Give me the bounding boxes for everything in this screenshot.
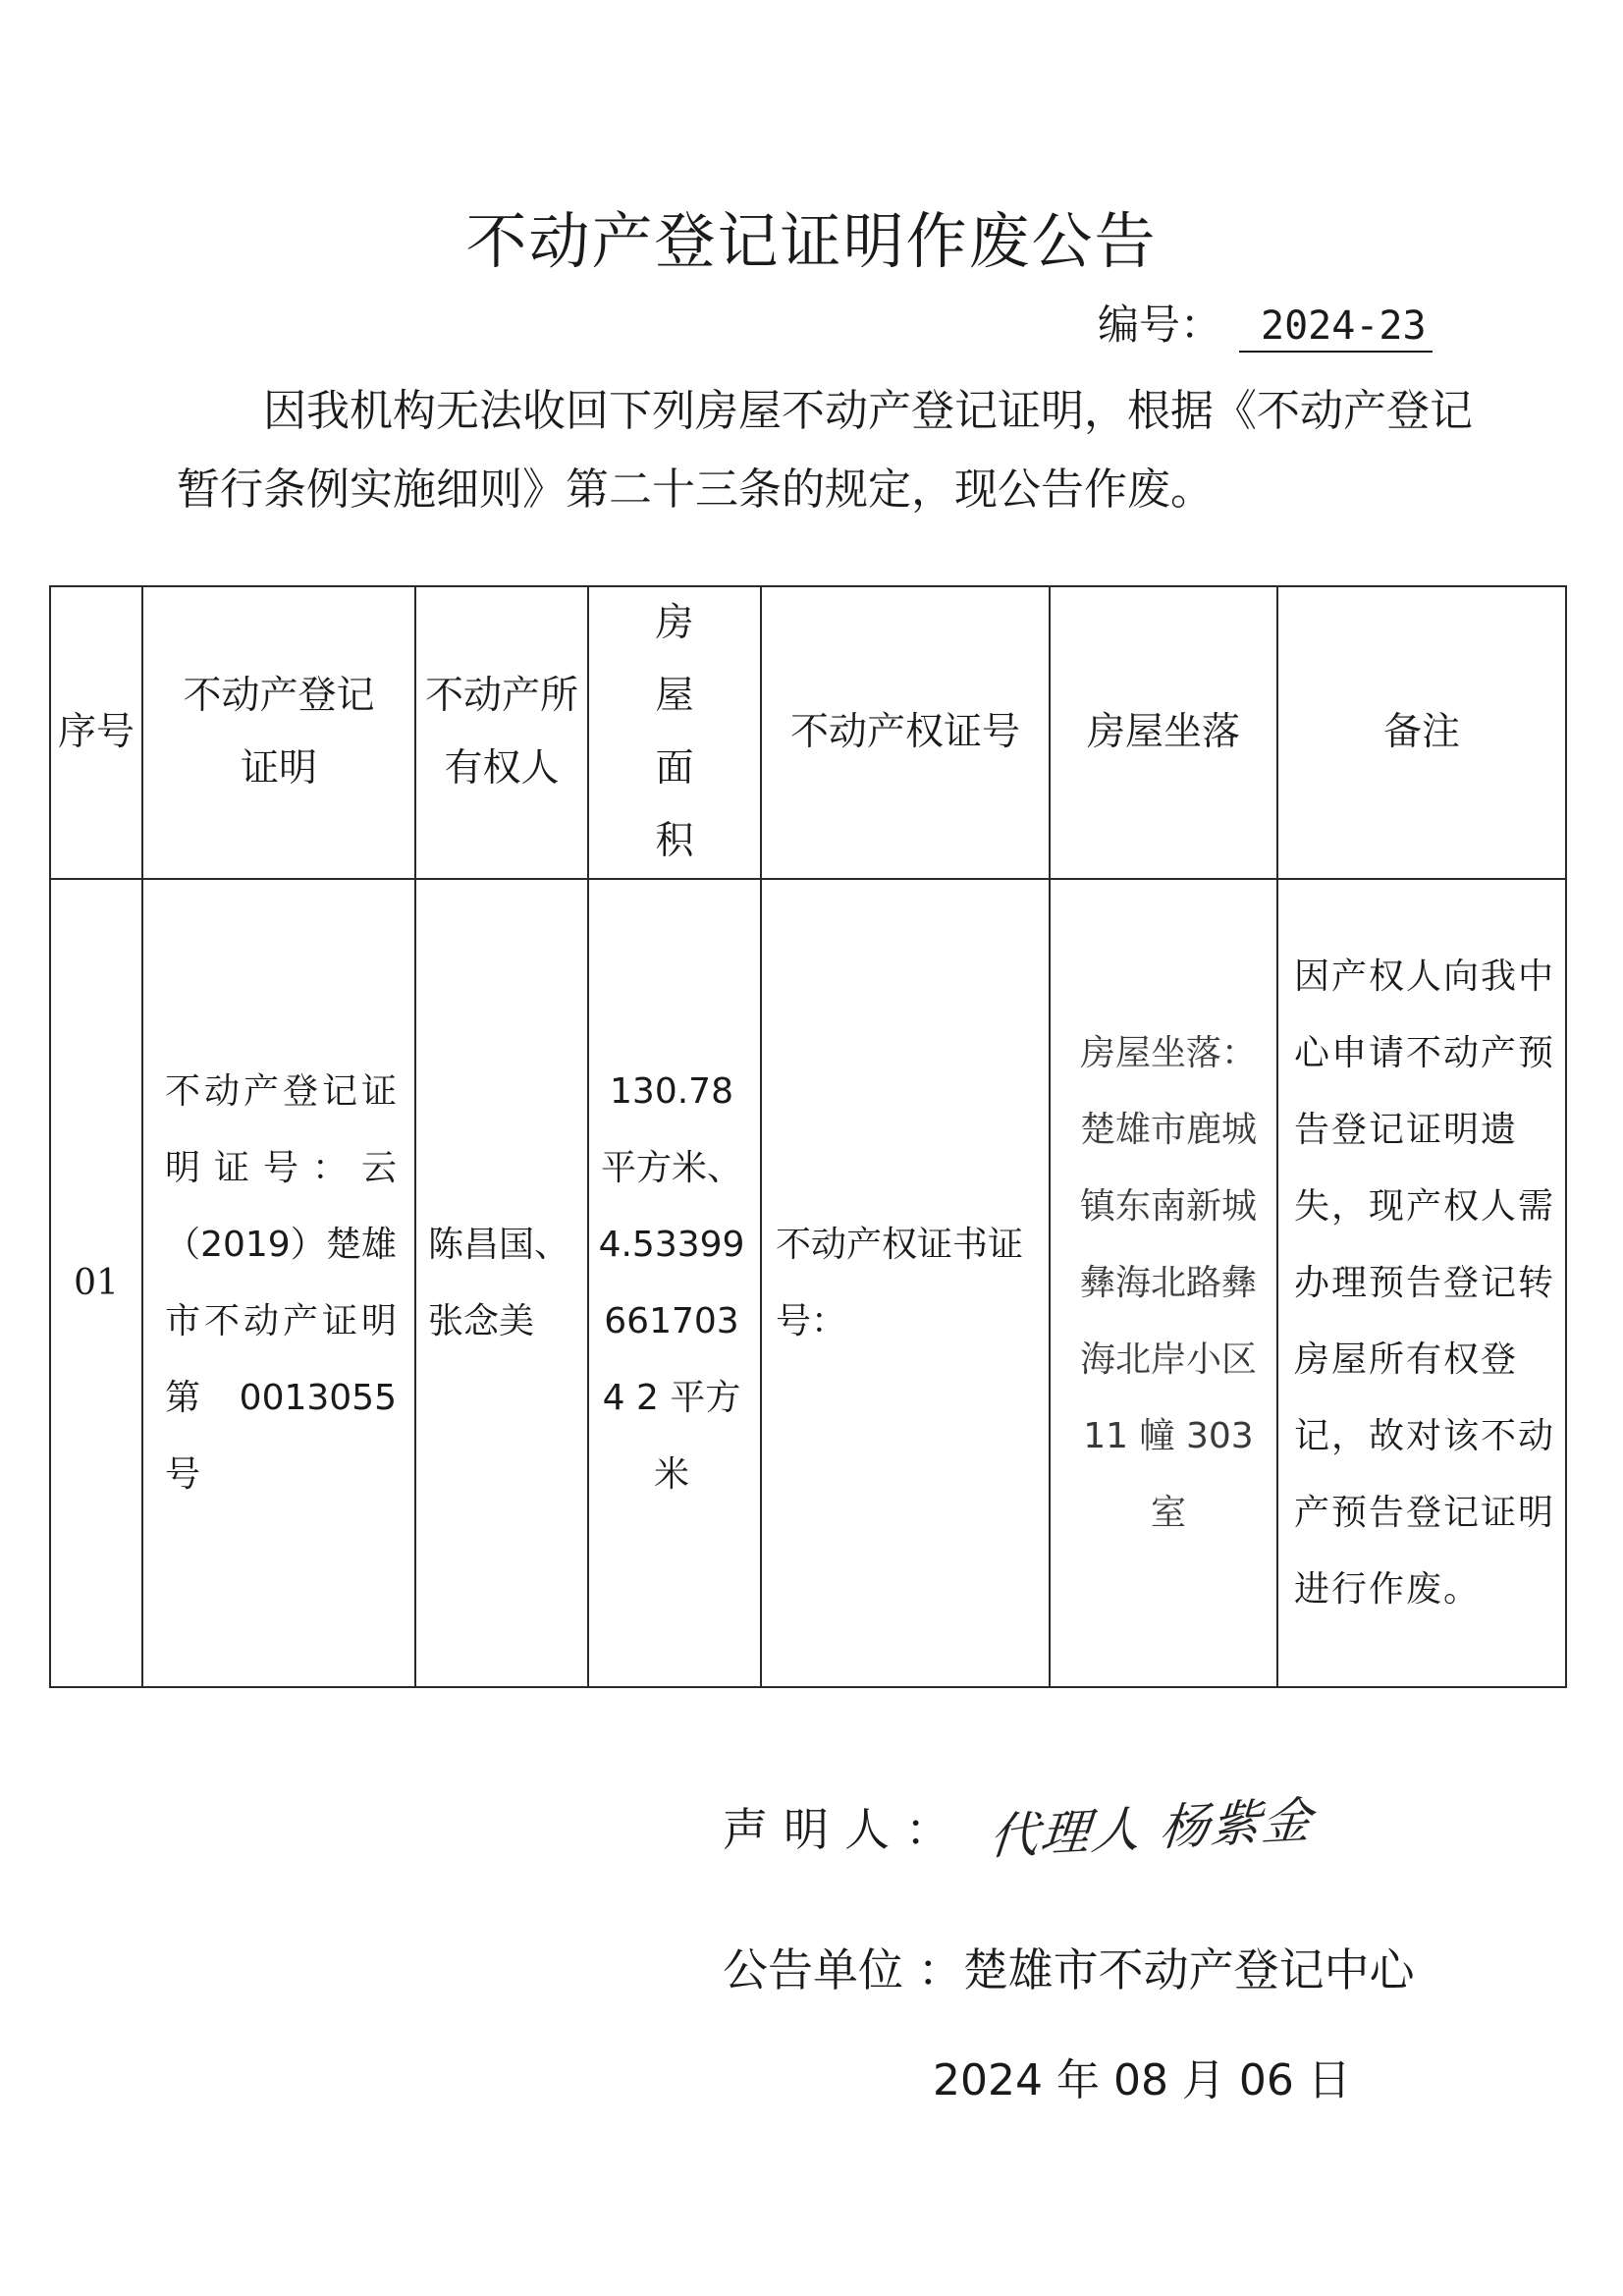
document-number-label: 编号： xyxy=(1098,301,1222,349)
cell-certificate: 不动产登记证明证号：云（2019）楚雄市不动产证明第 0013055 号 xyxy=(142,879,415,1687)
declarant-line xyxy=(723,1789,1316,1866)
document-number-value: 2024-23 xyxy=(1239,303,1433,353)
handwritten-signature: 代理人 杨紫金 xyxy=(987,1791,1316,1866)
header-owner: 不动产所有权人 xyxy=(415,586,588,879)
table-row xyxy=(50,879,1566,1687)
declarant-label: 声明人： xyxy=(723,1803,966,1856)
cell-area: 130.78 平方米、4.533996617034 2 平方米 xyxy=(588,879,761,1687)
cell-seq: 01 xyxy=(50,879,142,1687)
header-certificate: 不动产登记证明 xyxy=(142,586,415,879)
issuer-line xyxy=(723,1935,1415,1999)
issuer-name: 楚雄市不动产登记中心 xyxy=(962,1943,1415,1996)
void-notice-table xyxy=(49,585,1567,1688)
header-seq: 序号 xyxy=(50,586,142,879)
cell-owner: 陈昌国、张念美 xyxy=(415,879,588,1687)
table-header-row xyxy=(50,586,1566,879)
intro-line-2: 暂行条例实施细则》第二十三条的规定，现公告作废。 xyxy=(177,465,1214,515)
header-remark: 备注 xyxy=(1277,586,1566,879)
issuer-label: 公告单位 ： xyxy=(723,1943,963,1996)
notice-date: 2024 年 08 月 06 日 xyxy=(933,2055,1351,2105)
cell-remark: 因产权人向我中心申请不动产预告登记证明遗失，现产权人需办理预告登记转房屋所有权登记，故对该不动产预告登记证明进行作废。 xyxy=(1277,879,1566,1687)
intro-line-1: 因我机构无法收回下列房屋不动产登记证明，根据《不动产登记 xyxy=(263,386,1473,436)
page-title: 不动产登记证明作废公告 xyxy=(465,205,1158,277)
header-area: 房屋面积 xyxy=(588,586,761,879)
cell-location: 房屋坐落：楚雄市鹿城镇东南新城彝海北路彝海北岸小区 11 幢 303 室 xyxy=(1050,879,1277,1687)
header-location: 房屋坐落 xyxy=(1050,586,1277,879)
cell-right-cert-no: 不动产权证书证号： xyxy=(761,879,1050,1687)
header-right-cert-no: 不动产权证号 xyxy=(761,586,1050,879)
document-number xyxy=(1098,293,1433,353)
